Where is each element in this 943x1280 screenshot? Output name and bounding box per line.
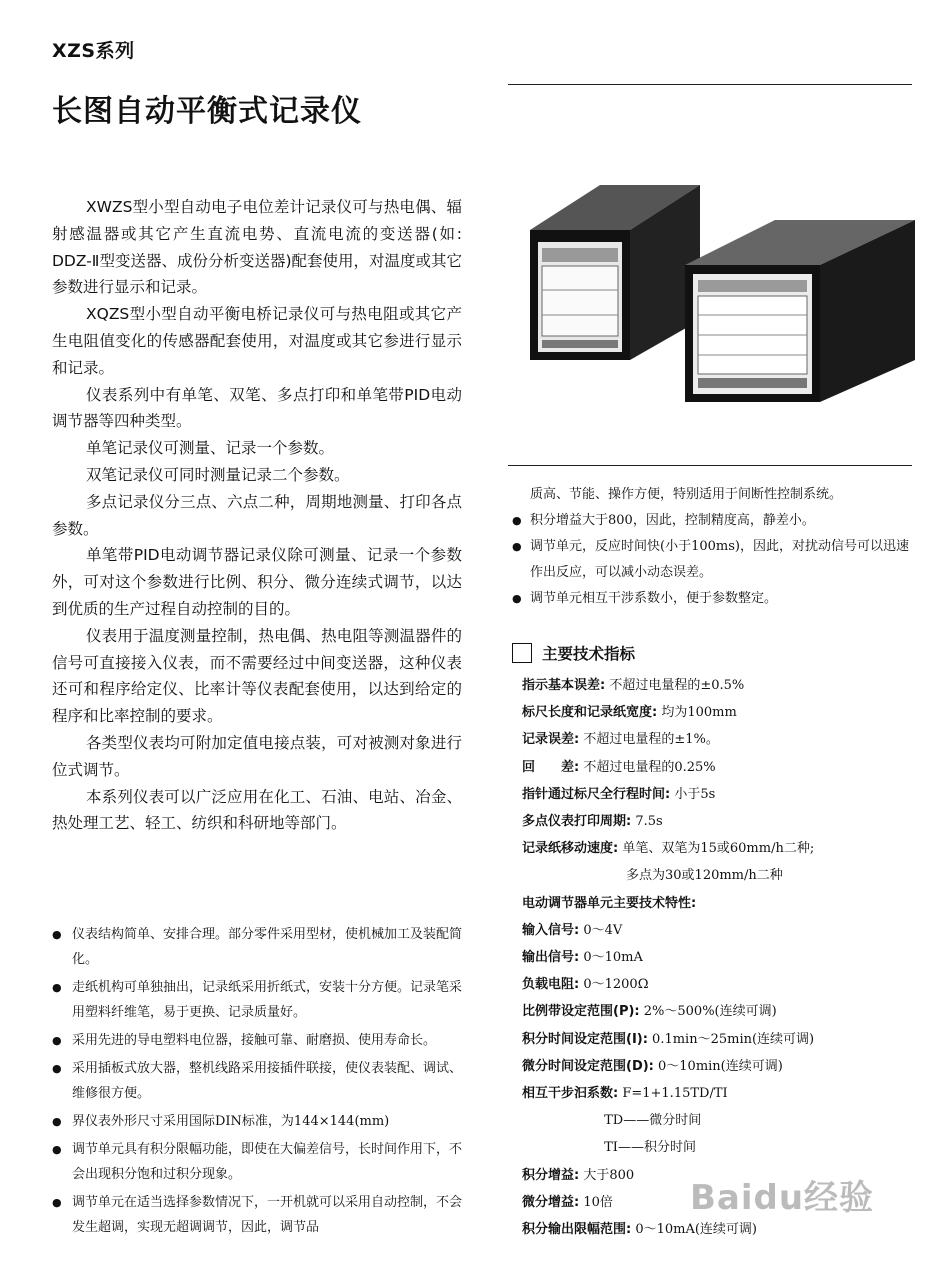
spec-key: 记录误差:: [522, 732, 580, 748]
spec-value: 7.5s: [631, 814, 663, 830]
intro-paragraph: 各类型仪表均可附加定值电接点装，可对被测对象进行位式调节。: [52, 733, 462, 779]
spec-value: 2%～500%(连续可调): [639, 1004, 777, 1020]
list-item: ● 界仪表外形尺寸采用国际DIN标准，为144×144(mm): [52, 1109, 462, 1134]
spec-key: 回 差:: [522, 759, 580, 775]
intro-paragraph: 仪表系列中有单笔、双笔、多点打印和单笔带PID电动调节器等四种类型。: [52, 385, 462, 431]
spec-key: 输出信号:: [522, 950, 580, 966]
spec-row: [522, 672, 917, 699]
spec-key: 记录纸移动速度:: [522, 841, 619, 857]
spec-row: [522, 808, 917, 835]
spec-value: 单笔、双笔为15或60mm/h二种;: [618, 841, 815, 857]
spec-value: 小于5s: [670, 786, 716, 802]
feature-continuation: 质高、节能、操作方便，特别适用于间断性控制系统。: [530, 487, 843, 502]
spec-value: TD——微分时间: [522, 1113, 702, 1129]
spec-value: 0～10min(连续可调): [653, 1058, 783, 1074]
spec-row: [522, 1026, 917, 1053]
list-item: ● 走纸机构可单独抽出，记录纸采用折纸式，安装十分方便。记录笔采用塑料纤维笔，易于更换、记录质量好。: [52, 975, 462, 1025]
specs-heading: [512, 642, 635, 664]
spec-key: 输入信号:: [522, 922, 580, 938]
list-item: ● 仪表结构简单、安排合理。部分零件采用型材，使机械加工及装配简化。: [52, 922, 462, 972]
spec-key: 标尺长度和记录纸宽度:: [522, 705, 658, 721]
spec-key: 相互干步汩系数:: [522, 1086, 619, 1102]
spec-value: 0～10mA: [579, 950, 643, 966]
specs-table: [522, 672, 917, 1243]
spec-row: [522, 781, 917, 808]
spec-row: [522, 1080, 917, 1107]
spec-row: [522, 754, 917, 781]
feature-list-left: [52, 922, 462, 1243]
spec-key: 积分输出限幅范围:: [522, 1222, 632, 1238]
intro-paragraph: 本系列仪表可以广泛应用在化工、石油、电站、冶金、热处理工艺、轻工、纺织和科研地等部门。: [52, 787, 462, 833]
list-item: ● 采用先进的导电塑料电位器，接触可靠、耐磨损、使用寿命长。: [52, 1028, 462, 1053]
spec-value: 不超过电量程的±1%。: [579, 732, 719, 748]
spec-value: 0～10mA(连续可调): [631, 1222, 758, 1238]
intro-paragraph: XWZS型小型自动电子电位差计记录仪可与热电偶、辐射感温器或其它产生直流电势、直流电流的变送器(如: DDZ-Ⅱ型变送器、成份分析变送器)配套使用，对温度或其它参数进行显示和记录。: [52, 198, 462, 297]
spec-row: [522, 1134, 917, 1161]
spec-value: 多点为30或120mm/h二种: [522, 868, 783, 884]
list-item: ● 采用插板式放大器，整机线路采用接插件联接，使仪表装配、调试、维修很方便。: [52, 1056, 462, 1106]
spec-row: [522, 862, 917, 889]
spec-row: [522, 944, 917, 971]
spec-row: [522, 890, 917, 917]
spec-row: [522, 726, 917, 753]
specs-heading-label: 主要技术指标: [542, 645, 636, 663]
product-photo: [520, 170, 915, 450]
spec-row: [522, 1107, 917, 1134]
watermark: Baidu经验: [690, 1178, 875, 1218]
intro-paragraph: 单笔记录仪可测量、记录一个参数。: [86, 439, 335, 458]
list-item: ● 调节单元具有积分限幅功能，即使在大偏差信号，长时间作用下，不会出现积分饱和过积分现象。: [52, 1137, 462, 1187]
top-rule: [508, 84, 912, 85]
intro-paragraph: 多点记录仪分三点、六点二种，周期地测量、打印各点参数。: [52, 492, 462, 538]
checkbox-square-icon: [512, 643, 532, 663]
spec-value: 不超过电量程的±0.5%: [605, 678, 745, 693]
spec-key: 指示基本误差:: [522, 678, 606, 693]
spec-row: [522, 699, 917, 726]
spec-row: [522, 1216, 917, 1243]
spec-row: [522, 998, 917, 1025]
intro-paragraph: 仪表用于温度测量控制，热电偶、热电阻等测温器件的信号可直接接入仪表，而不需要经过中间变送器，这种仪表还可和程序给定仪、比率计等仪表配套使用，以达到给定的程序和比率控制的要求。: [52, 626, 462, 726]
series-label: XZS系列: [52, 40, 135, 62]
spec-key: 微分增益:: [522, 1194, 580, 1210]
spec-key: 负载电阻:: [522, 977, 580, 993]
spec-key: 指针通过标尺全行程时间:: [522, 786, 671, 802]
mid-rule: [508, 465, 912, 466]
list-item: ● 调节单元，反应时间快(小于100ms)，因此，对扰动信号可以迅速作出反应，可以减小动态误差。: [512, 534, 912, 586]
feature-list-right: [512, 482, 912, 612]
spec-value: 0～4V: [579, 922, 623, 938]
list-item: ● 调节单元在适当选择参数情况下，一开机就可以采用自动控制，不会发生超调，实现无超调调节，因此，调节品: [52, 1190, 462, 1240]
intro-paragraph: 单笔带PID电动调节器记录仪除可测量、记录一个参数外，可对这个参数进行比例、积分、微分连续式调节，以达到优质的生产过程自动控制的目的。: [52, 546, 462, 618]
spec-value: 均为100mm: [657, 705, 737, 721]
spec-value: TI——积分时间: [522, 1140, 696, 1156]
spec-row: [522, 835, 917, 862]
spec-key: 多点仪表打印周期:: [522, 814, 632, 830]
spec-row: [522, 971, 917, 998]
spec-row: [522, 917, 917, 944]
list-item: ● 积分增益大于800，因此，控制精度高，静差小。: [512, 508, 912, 534]
spec-value: 0.1min～25min(连续可调): [647, 1031, 815, 1047]
intro-text: [52, 194, 462, 837]
intro-paragraph: XQZS型小型自动平衡电桥记录仪可与热电阻或其它产生电阻值变化的传感器配套使用，对温度或其它参进行显示和记录。: [52, 305, 462, 377]
spec-value: F=1+1.15TD/TI: [618, 1086, 728, 1102]
page-title: 长图自动平衡式记录仪: [52, 94, 362, 129]
spec-value: 不超过电量程的0.25%: [579, 759, 716, 775]
list-item: ● 调节单元相互干涉系数小，便于参数整定。: [512, 586, 912, 612]
spec-value: 10倍: [579, 1194, 613, 1210]
spec-value: 0～1200Ω: [579, 977, 649, 993]
spec-row: [522, 1053, 917, 1080]
intro-paragraph: 双笔记录仪可同时测量记录二个参数。: [86, 465, 350, 484]
spec-key: 微分时间设定范围(D):: [522, 1058, 654, 1074]
spec-value: 大于800: [579, 1167, 635, 1183]
spec-key: 比例带设定范围(P):: [522, 1004, 640, 1020]
spec-key: 积分增益:: [522, 1167, 580, 1183]
spec-key: 电动调节器单元主要技术特性:: [522, 895, 697, 911]
spec-key: 积分时间设定范围(I):: [522, 1031, 648, 1047]
